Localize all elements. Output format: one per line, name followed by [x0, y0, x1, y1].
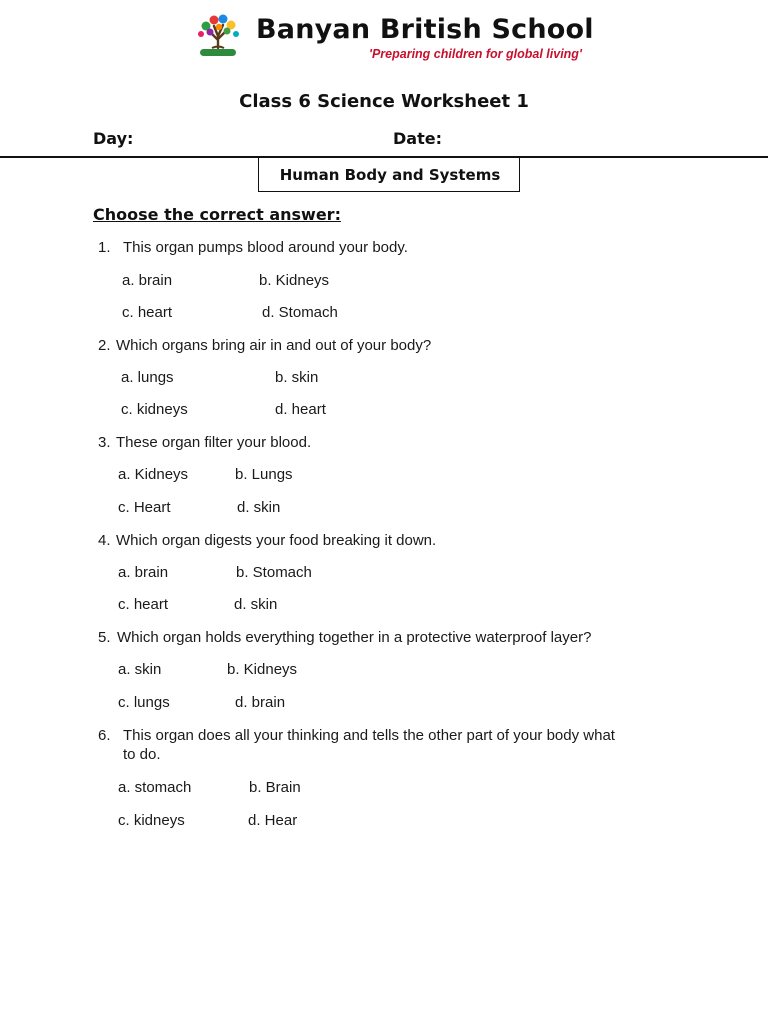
answer-option: b. Kidneys	[259, 272, 330, 289]
answer-option: d. skin	[237, 499, 281, 516]
answer-option: a. lungs	[121, 369, 174, 386]
question-number: 6.	[98, 727, 111, 744]
answer-option: c. kidneys	[118, 812, 185, 829]
answer-option: c. Heart	[118, 499, 171, 516]
question-text: Which organs bring air in and out of your body?	[116, 337, 432, 354]
answer-option: b. Brain	[249, 779, 301, 796]
answer-option: c. kidneys	[121, 401, 188, 418]
question-number: 2.	[98, 337, 111, 354]
answer-option: b. Stomach	[236, 564, 312, 581]
question-text: Which organ holds everything together in a protective waterproof layer?	[117, 629, 592, 646]
worksheet-title: Class 6 Science Worksheet 1	[239, 91, 529, 112]
question-text: This organ does all your thinking and tells the other part of your body what	[123, 727, 615, 744]
answer-option: c. heart	[122, 304, 173, 321]
answer-option: d. brain	[235, 694, 286, 711]
answer-option: d. skin	[234, 596, 278, 613]
school-logo-icon	[192, 14, 244, 58]
answer-option: c. heart	[118, 596, 169, 613]
answer-option: b. Kidneys	[227, 661, 298, 678]
day-label: Day:	[93, 129, 134, 148]
question-text-continued: to do.	[123, 746, 161, 763]
answer-option: a. brain	[118, 564, 169, 581]
answer-option: d. Stomach	[262, 304, 338, 321]
question-text: This organ pumps blood around your body.	[123, 239, 408, 256]
answer-option: d. heart	[275, 401, 326, 418]
answer-option: b. skin	[275, 369, 319, 386]
school-tagline: 'Preparing children for global living'	[369, 47, 582, 61]
answer-option: c. lungs	[118, 694, 170, 711]
question-text: Which organ digests your food breaking it down.	[116, 532, 437, 549]
answer-option: a. stomach	[118, 779, 192, 796]
answer-option: d. Hear	[248, 812, 298, 829]
question-text: These organ filter your blood.	[116, 434, 312, 451]
answer-option: a. Kidneys	[118, 466, 189, 483]
question-number: 1.	[98, 239, 111, 256]
question-number: 3.	[98, 434, 111, 451]
question-number: 4.	[98, 532, 111, 549]
date-label: Date:	[393, 129, 442, 148]
school-name: Banyan British School	[256, 14, 594, 45]
topic-title: Human Body and Systems	[279, 166, 501, 184]
answer-option: a. skin	[118, 661, 162, 678]
answer-option: a. brain	[122, 272, 173, 289]
answer-option: b. Lungs	[235, 466, 293, 483]
instruction-heading: Choose the correct answer:	[93, 205, 341, 224]
question-number: 5.	[98, 629, 111, 646]
